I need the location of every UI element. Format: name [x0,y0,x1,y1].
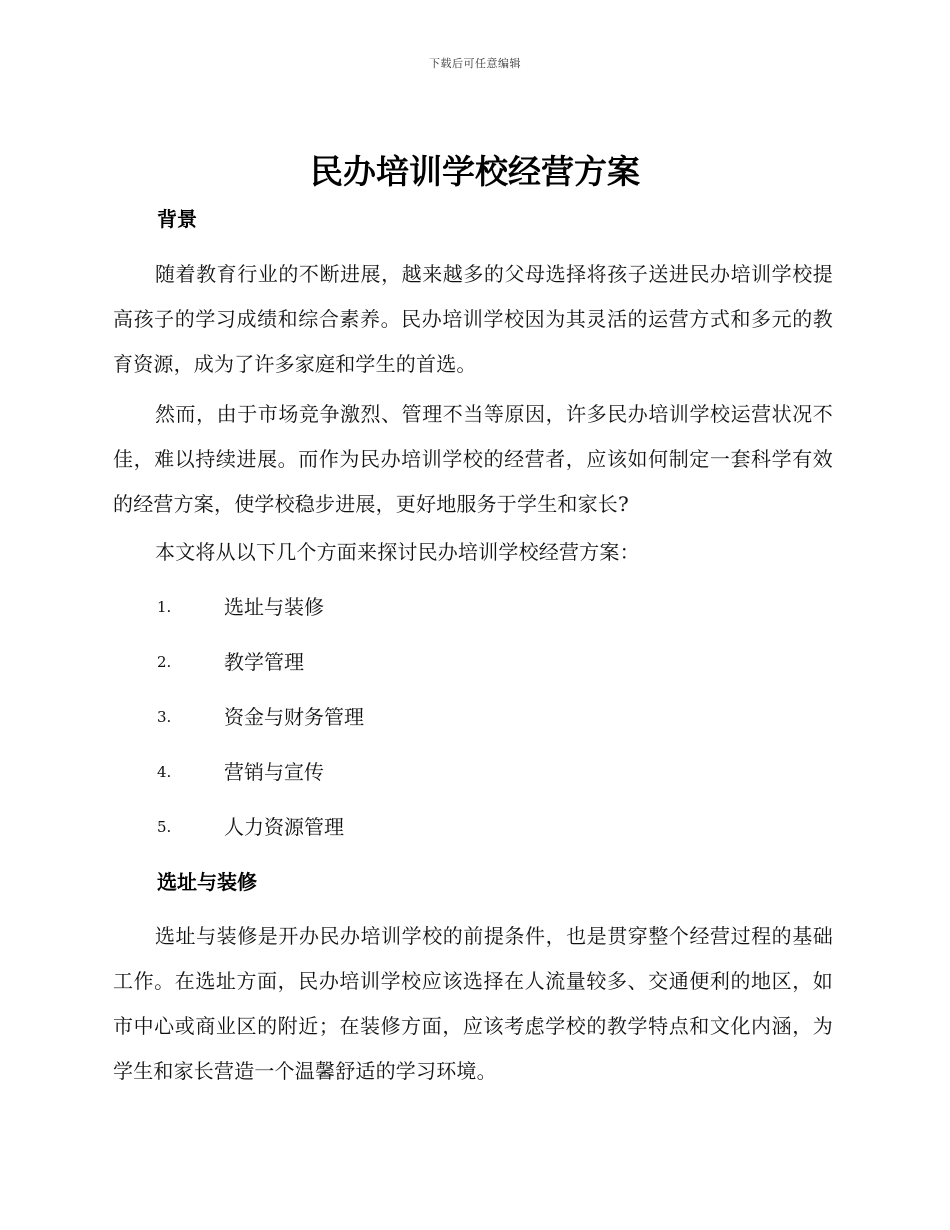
paragraph-background-1: 随着教育行业的不断进展，越来越多的父母选择将孩子送进民办培训学校提高孩子的学习成绩和综合素养。民办培训学校因为其灵活的运营方式和多元的教育资源，成为了许多家庭和学生的首选。 [113,262,833,376]
paragraph-location-1: 选址与装修是开办民办培训学校的前提条件，也是贯穿整个经营过程的基础工作。在选址方面，民办培训学校应该选择在人流量较多、交通便利的地区，如市中心或商业区的附近；在装修方面，应该考虑学校的教学特点和文化内涵，为学生和家长营造一个温馨舒适的学习环境。 [113,924,833,1083]
paragraph-background-2: 然而，由于市场竞争激烈、管理不当等原因，许多民办培训学校运营状况不佳，难以持续进展。而作为民办培训学校的经营者，应该如何制定一套科学有效的经营方案，使学校稳步进展，更好地服务于学生和家长? [113,402,833,516]
section-heading-location: 选址与装修 [157,870,257,894]
header-note: 下载后可任意编辑 [429,57,521,70]
list-item-text: 资金与财务管理 [224,705,364,729]
document-title: 民办培训学校经营方案 [310,152,640,191]
list-item-text: 营销与宣传 [224,760,324,784]
list-item-number: 4. [157,763,172,781]
list-item-text: 教学管理 [224,650,304,674]
list-item-number: 1. [157,598,172,616]
paragraph-background-3: 本文将从以下几个方面来探讨民办培训学校经营方案： [155,540,640,564]
list-item-text: 人力资源管理 [224,815,344,839]
list-item-number: 2. [157,653,172,671]
list-item-number: 5. [157,818,172,836]
list-item-number: 3. [157,708,172,726]
list-item-text: 选址与装修 [224,595,324,619]
section-heading-background: 背景 [157,207,197,231]
